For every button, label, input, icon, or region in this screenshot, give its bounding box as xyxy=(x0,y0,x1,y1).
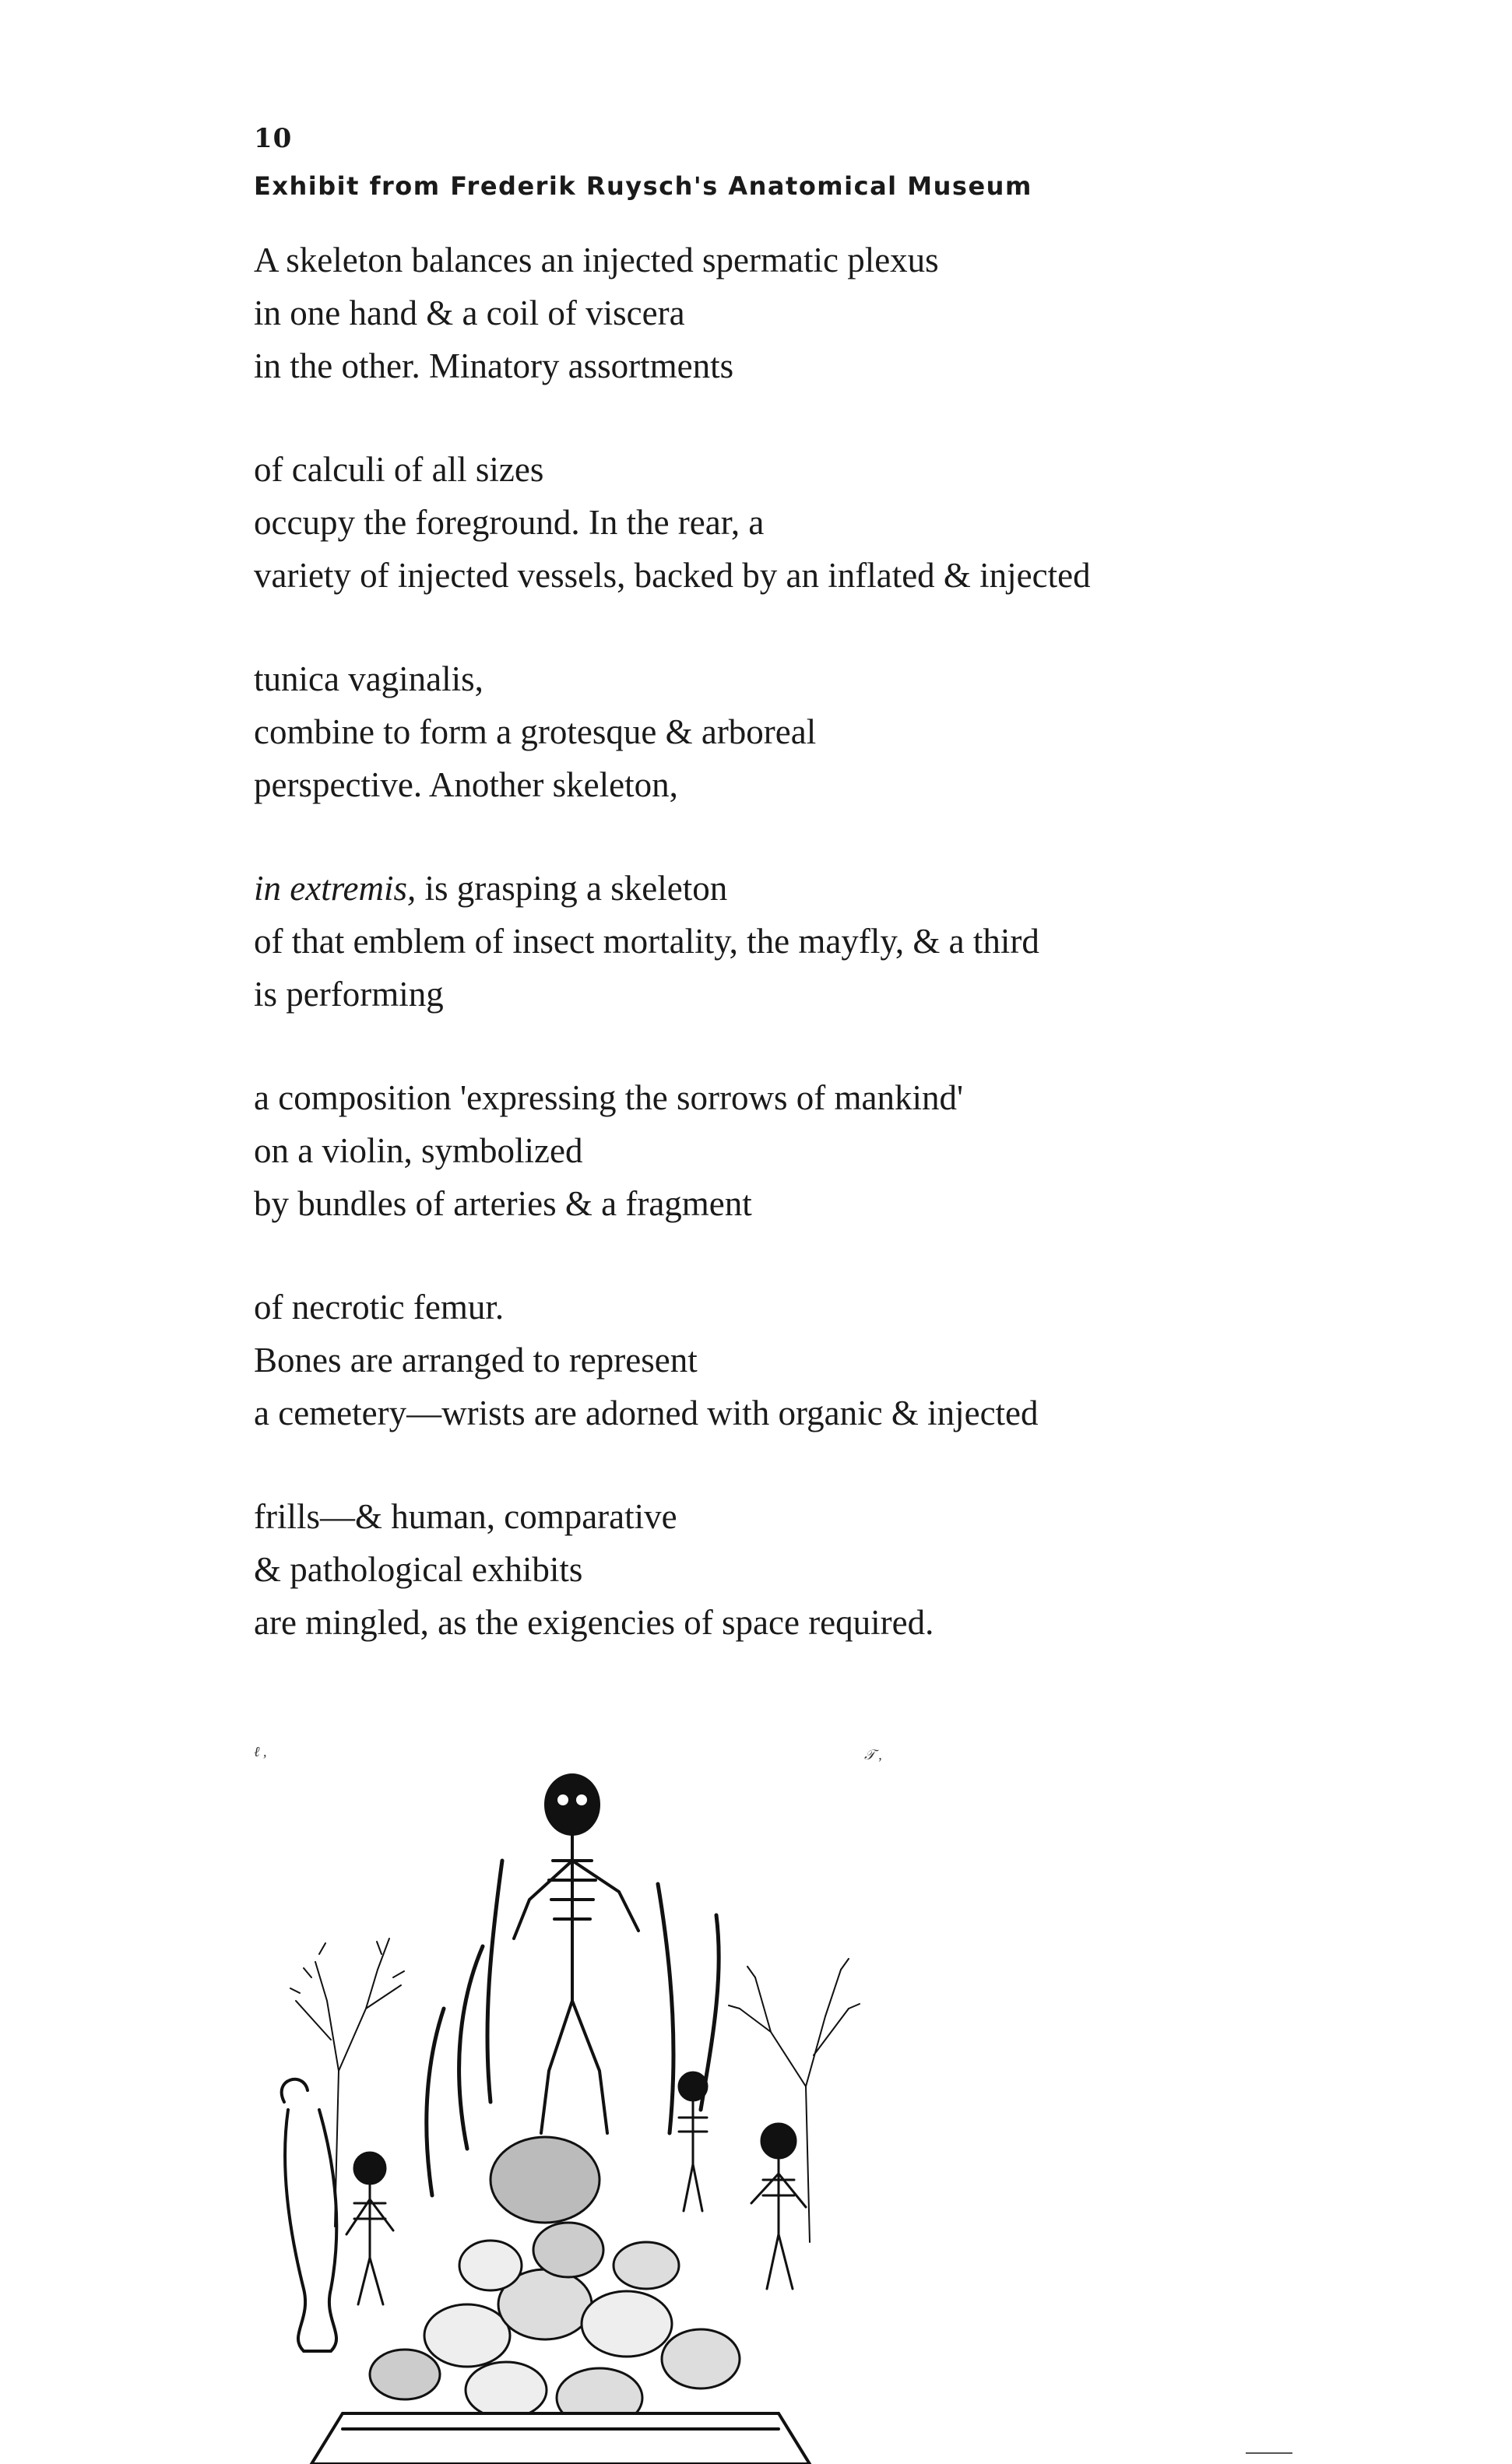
poem-line: on a violin, symbolized xyxy=(254,1131,583,1170)
plate-mark-right: 𝒯 , xyxy=(864,1747,882,1763)
poem-line xyxy=(254,862,1266,915)
poem-body xyxy=(254,234,1266,1699)
poem-line: are mingled, as the exigencies of space required. xyxy=(254,1603,934,1642)
poem-line: of necrotic femur. xyxy=(254,1288,505,1327)
poem-line: of calculi of all sizes xyxy=(254,450,544,489)
pedestal-icon xyxy=(311,2413,810,2464)
anatomical-tableau-engraving xyxy=(234,1744,934,2464)
poem-line-rest: is grasping a skeleton xyxy=(424,869,728,908)
poem-line: occupy the foreground. In the rear, a xyxy=(254,503,765,542)
poem-line: in one hand & a coil of viscera xyxy=(254,294,685,332)
tree-right-icon xyxy=(729,1959,860,2242)
poem-line: by bundles of arteries & a fragment xyxy=(254,1184,752,1223)
skeleton-left-icon xyxy=(346,2153,393,2304)
skeleton-right-icon xyxy=(751,2124,806,2289)
skeleton-mid-icon xyxy=(679,2072,707,2211)
poem-line: in the other. Minatory assortments xyxy=(254,346,734,385)
page-number: 10 xyxy=(254,123,293,154)
poem-title: Exhibit from Frederik Ruysch's Anatomical Museum xyxy=(254,171,1032,201)
stanza xyxy=(254,443,1266,602)
tree-left-icon xyxy=(290,1939,404,2227)
bottom-rule xyxy=(1246,2452,1292,2454)
stanza xyxy=(254,234,1266,392)
poem-line: is performing xyxy=(254,975,444,1014)
stanza xyxy=(254,1490,1266,1649)
poem-line: variety of injected vessels, backed by an inflated & injected xyxy=(254,556,1091,595)
poem-line: of that emblem of insect mortality, the mayfly, & a third xyxy=(254,922,1039,961)
poem-line: tunica vaginalis, xyxy=(254,659,483,698)
flask-icon xyxy=(282,2079,337,2351)
poem-line: & pathological exhibits xyxy=(254,1550,583,1589)
poem-line: frills—& human, comparative xyxy=(254,1497,677,1536)
stanza xyxy=(254,652,1266,811)
central-skeleton-icon xyxy=(514,1775,638,2133)
stanza xyxy=(254,1281,1266,1439)
poem-line: Bones are arranged to represent xyxy=(254,1341,698,1380)
poem-line: perspective. Another skeleton, xyxy=(254,765,678,804)
stanza xyxy=(254,862,1266,1021)
poem-line: a composition 'expressing the sorrows of mankind' xyxy=(254,1078,964,1117)
plate-mark-left: ℓ , xyxy=(254,1744,267,1759)
poem-line: A skeleton balances an injected spermatic plexus xyxy=(254,241,939,279)
poem-line: combine to form a grotesque & arboreal xyxy=(254,712,817,751)
italic-phrase: in extremis, xyxy=(254,869,417,908)
calculi-mound-icon xyxy=(370,2137,740,2427)
stanza xyxy=(254,1071,1266,1230)
poem-line: a cemetery—wrists are adorned with organic & injected xyxy=(254,1394,1039,1432)
